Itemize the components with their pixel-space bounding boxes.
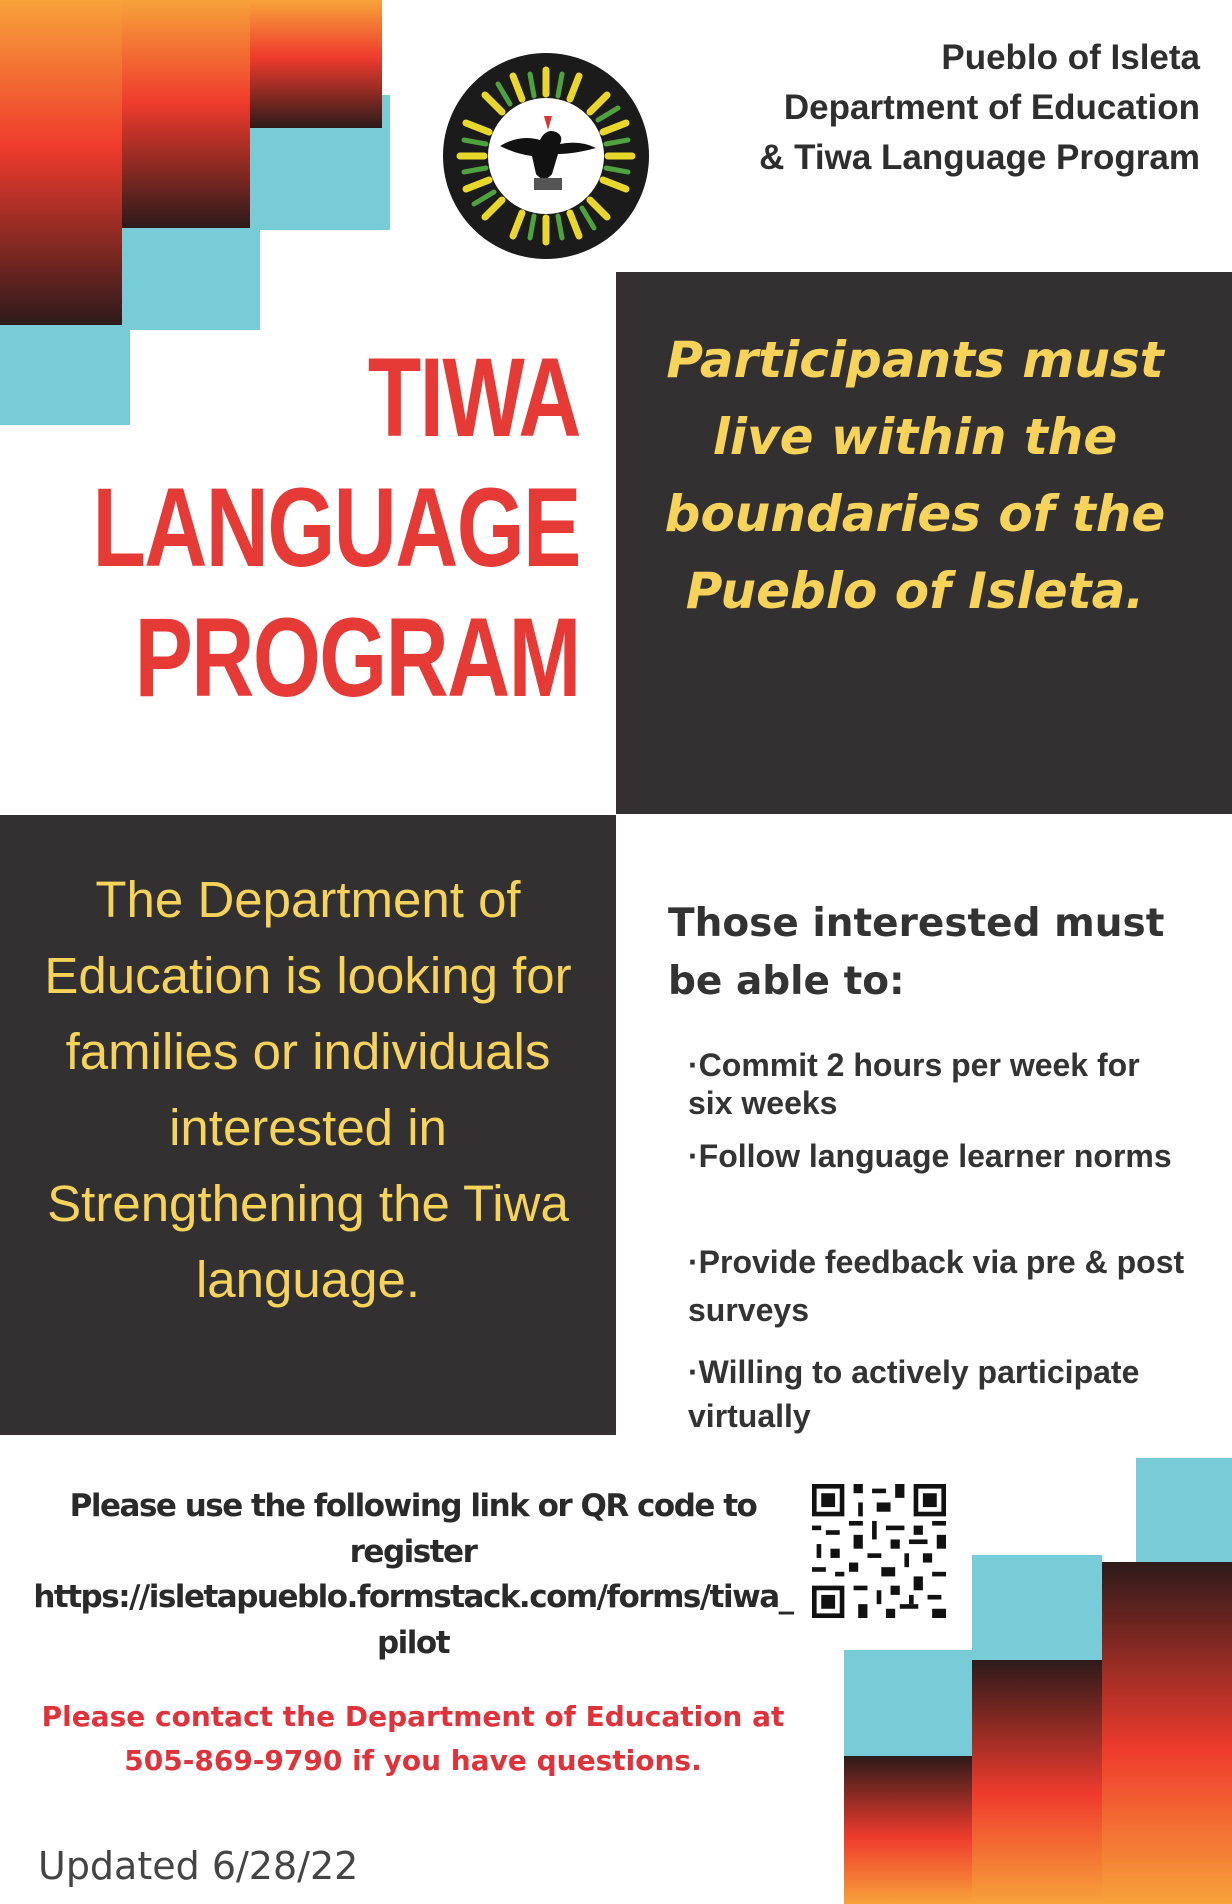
updated-date: Updated 6/28/22 (38, 1844, 359, 1888)
page-title (40, 330, 580, 720)
registration-link[interactable]: https://isletapueblo.formstack.com/forms/tiwa_pilot (33, 1579, 793, 1661)
registration-instruction: Please use the following link or QR code to register (69, 1488, 757, 1570)
title-line-1: TIWA (367, 335, 580, 460)
pueblo-seal-logo (440, 50, 652, 262)
header-program: & Tiwa Language Program (759, 138, 1200, 177)
decor-gradient-block (0, 0, 122, 325)
decor-gradient-block (250, 0, 382, 128)
decor-gradient-block (1102, 1562, 1232, 1904)
requirement-item: ·Follow language learner norms (688, 1138, 1172, 1174)
requirement-item: ·Willing to actively participate virtually (688, 1354, 1140, 1434)
eligibility-text: Participants must live within the boundaries of the Pueblo of Isleta. (664, 331, 1166, 620)
header-department: Department of Education (783, 88, 1200, 127)
decor-gradient-block (122, 0, 250, 228)
contact-line-1: Please contact the Department of Education at (41, 1700, 785, 1733)
intro-text: The Department of Education is looking for families or individuals interested in Strengthening the Tiwa language. (44, 871, 572, 1308)
contact-phone: 505-869-9790 if you have questions. (124, 1744, 702, 1777)
decor-gradient-block (972, 1660, 1102, 1904)
header-organization: Pueblo of Isleta (941, 38, 1200, 77)
registration-qr-code[interactable] (812, 1484, 946, 1618)
decor-gradient-block (844, 1756, 972, 1904)
requirements-heading: Those interested must be able to: (668, 901, 1165, 1004)
requirement-item: ·Provide feedback via pre & post surveys (688, 1244, 1185, 1328)
requirement-item: ·Commit 2 hours per week for six weeks (688, 1047, 1140, 1121)
title-line-2: LANGUAGE (92, 465, 580, 590)
title-line-3: PROGRAM (134, 595, 580, 720)
